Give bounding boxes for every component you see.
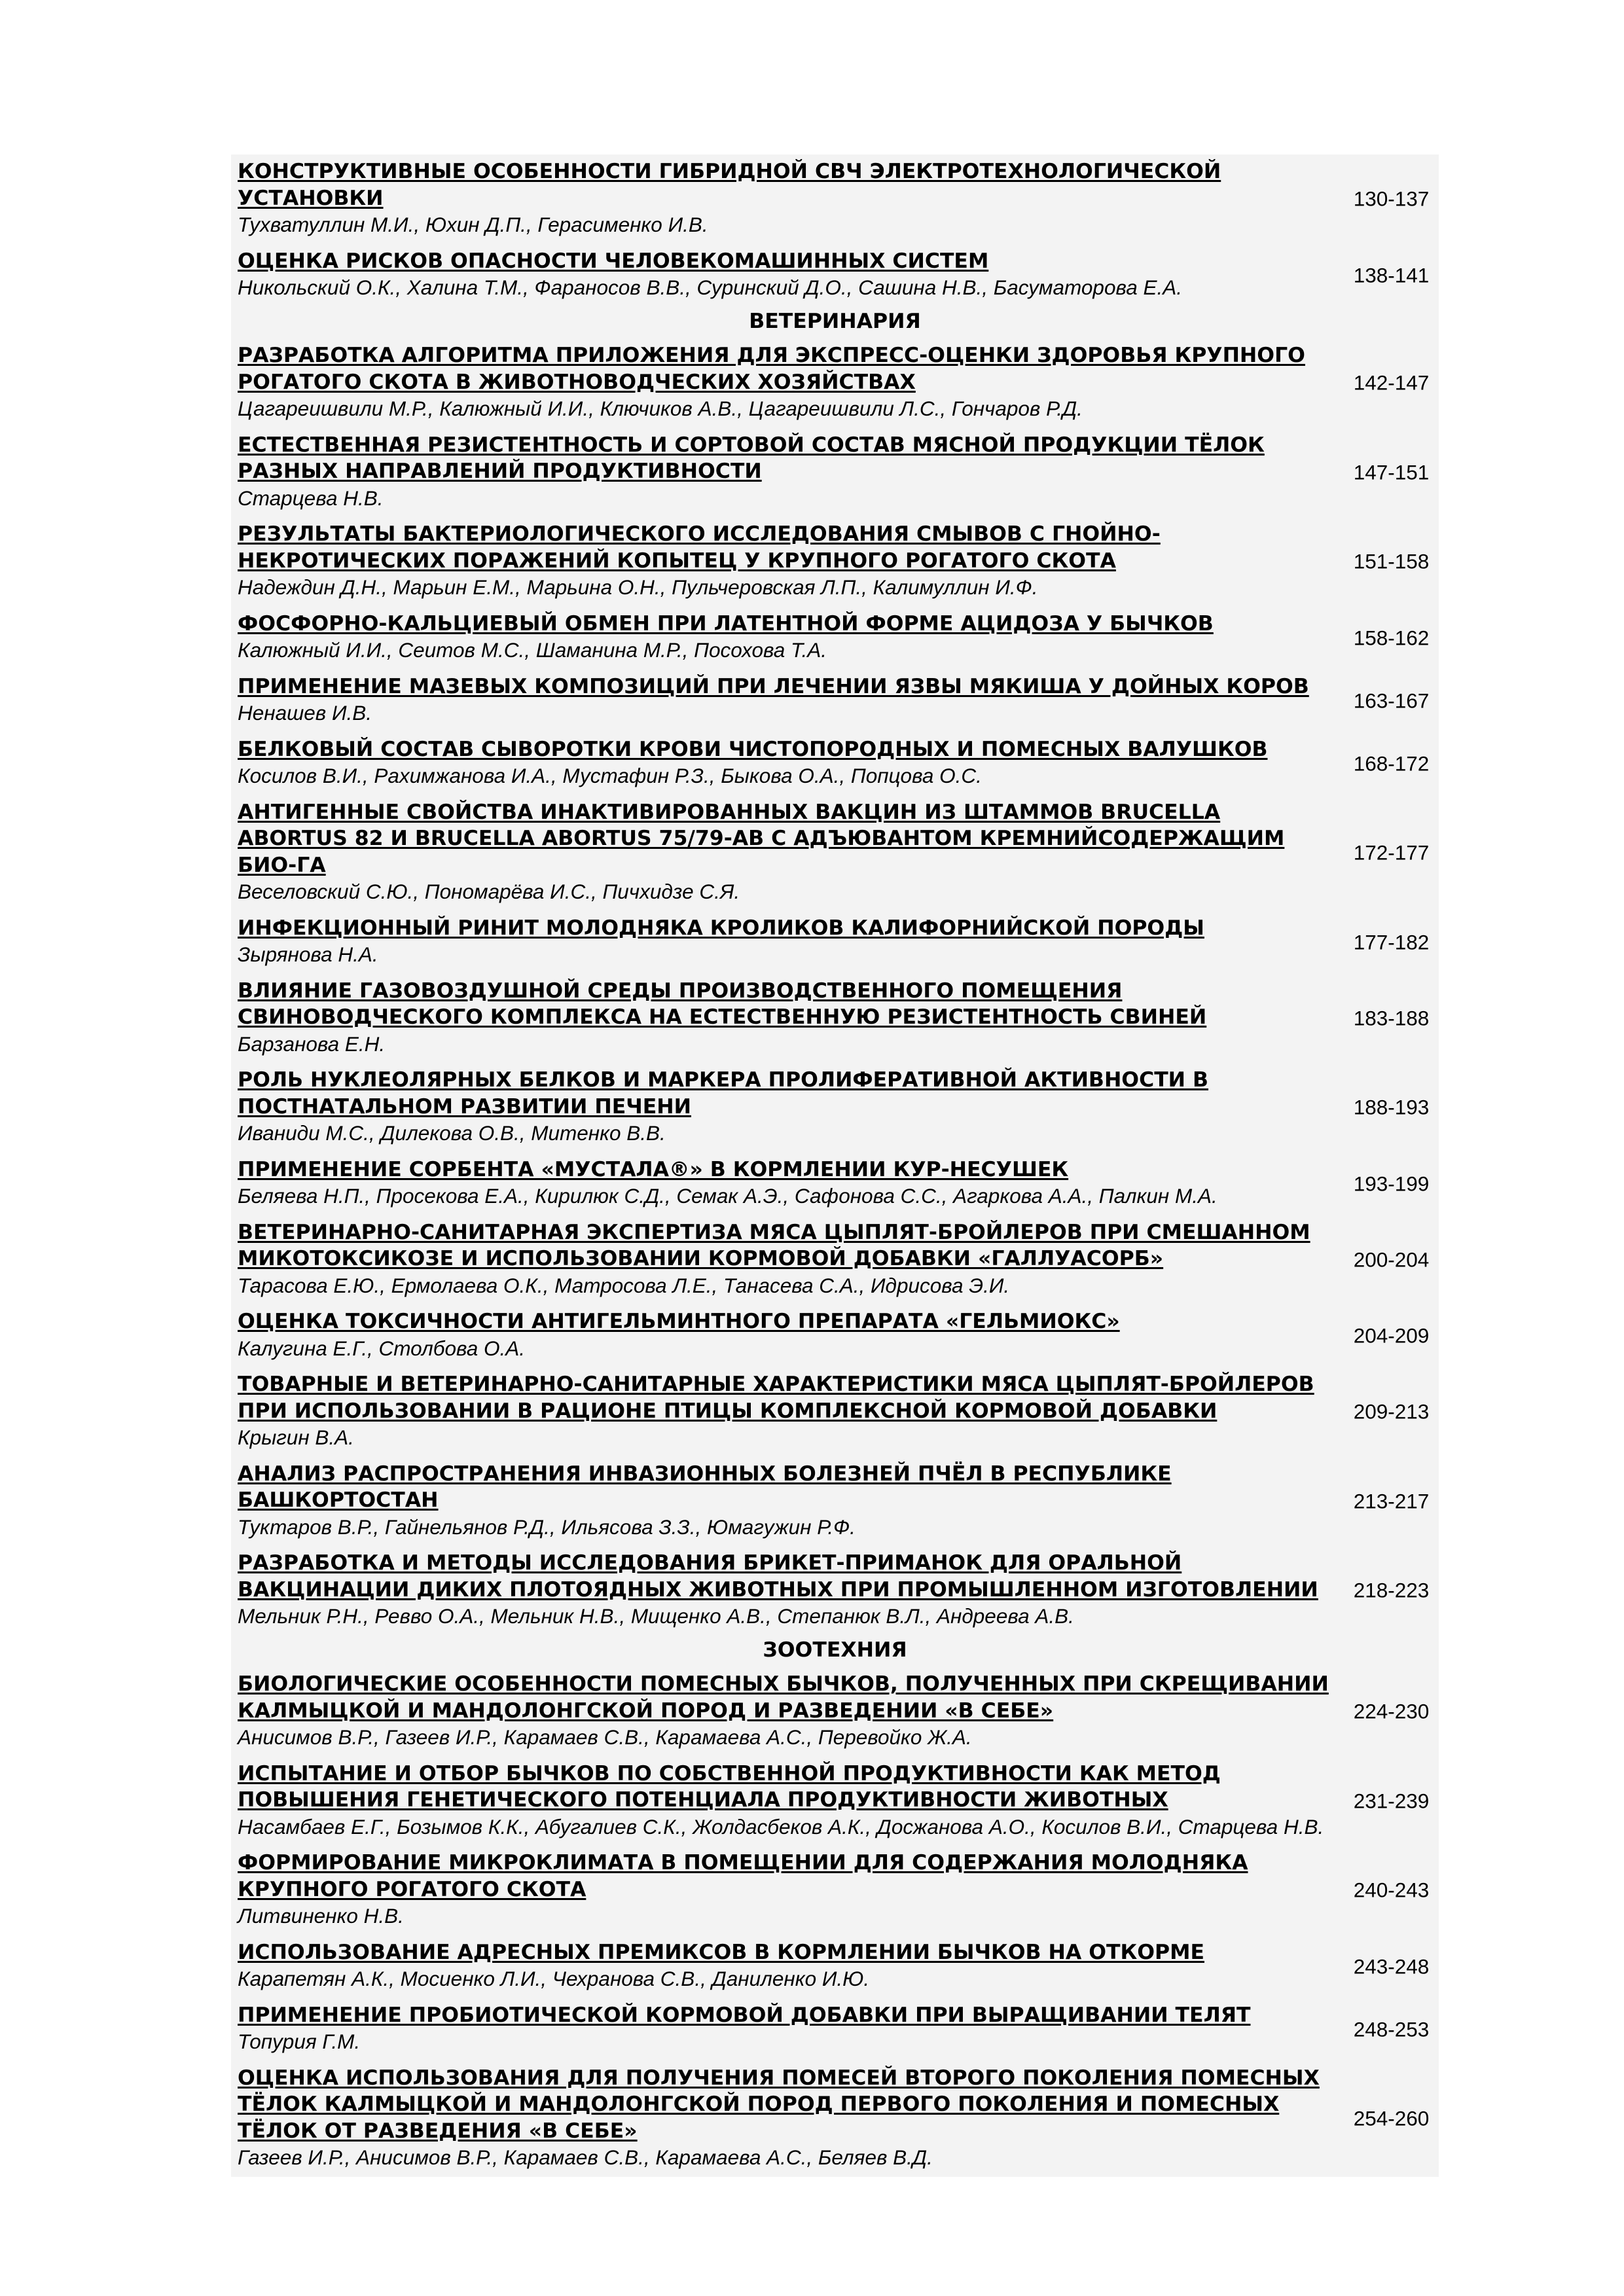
article-title-link[interactable]: ПРИМЕНЕНИЕ СОРБЕНТА «МУСТАЛА®» В КОРМЛЕНИИ КУР-НЕСУШЕК <box>238 1157 1069 1181</box>
article-title-link[interactable]: ЕСТЕСТВЕННАЯ РЕЗИСТЕНТНОСТЬ И СОРТОВОЙ СОСТАВ МЯСНОЙ ПРОДУКЦИИ ТЁЛОК РАЗНЫХ НАПРАВЛЕНИЙ ПРОДУКТИВНОСТИ <box>238 433 1265 483</box>
article-title-link[interactable]: РОЛЬ НУКЛЕОЛЯРНЫХ БЕЛКОВ И МАРКЕРА ПРОЛИФЕРАТИВНОЙ АКТИВНОСТИ В ПОСТНАТАЛЬНОМ РАЗВИТИИ ПЕЧЕНИ <box>238 1068 1209 1119</box>
article-title-link[interactable]: АНАЛИЗ РАСПРОСТРАНЕНИЯ ИНВАЗИОННЫХ БОЛЕЗНЕЙ ПЧЁЛ В РЕСПУБЛИКЕ БАШКОРТОСТАН <box>238 1462 1172 1512</box>
article-title-link[interactable]: ИСПЫТАНИЕ И ОТБОР БЫЧКОВ ПО СОБСТВЕННОЙ ПРОДУКТИВНОСТИ КАК МЕТОД ПОВЫШЕНИЯ ГЕНЕТИЧЕСКОГО ПОТЕНЦИАЛА ПРОДУКТИВНОСТИ ЖИВОТНЫХ <box>238 1761 1221 1812</box>
page-range: 224-230 <box>1353 1699 1430 1723</box>
toc-entry <box>231 1935 1439 1998</box>
article-title-link[interactable]: ПРИМЕНЕНИЕ МАЗЕВЫХ КОМПОЗИЦИЙ ПРИ ЛЕЧЕНИИ ЯЗВЫ МЯКИША У ДОЙНЫХ КОРОВ <box>238 674 1309 698</box>
article-title-link[interactable]: ФОСФОРНО-КАЛЬЦИЕВЫЙ ОБМЕН ПРИ ЛАТЕНТНОЙ ФОРМЕ АЦИДОЗА У БЫЧКОВ <box>238 611 1214 636</box>
article-authors: Газеев И.Р., Анисимов В.Р., Карамаев С.В., Карамаева А.С., Беляев В.Д. <box>238 2145 933 2169</box>
page-range: 231-239 <box>1353 1789 1430 1813</box>
toc-entry <box>231 1667 1439 1757</box>
article-authors: Косилов В.И., Рахимжанова И.А., Мустафин Р.З., Быкова О.А., Попцова О.С. <box>238 764 982 787</box>
toc-entry <box>231 338 1439 428</box>
article-title-link[interactable]: ОЦЕНКА РИСКОВ ОПАСНОСТИ ЧЕЛОВЕКОМАШИННЫХ СИСТЕМ <box>238 249 989 273</box>
page-range: 142-147 <box>1353 370 1430 395</box>
page-range: 151-158 <box>1353 549 1430 573</box>
article-title-link[interactable]: АНТИГЕННЫЕ СВОЙСТВА ИНАКТИВИРОВАННЫХ ВАКЦИН ИЗ ШТАММОВ BRUCELLA ABORTUS 82 И BRUCELLA ABORTUS 75/79-АВ С АДЪЮВАНТОМ КРЕМНИЙСОДЕРЖАЩИМ БИО-ГА <box>238 800 1285 877</box>
article-title-link[interactable]: ОЦЕНКА ИСПОЛЬЗОВАНИЯ ДЛЯ ПОЛУЧЕНИЯ ПОМЕСЕЙ ВТОРОГО ПОКОЛЕНИЯ ПОМЕСНЫХ ТЁЛОК КАЛМЫЦКОЙ И МАНДОЛОНГСКОЙ ПОРОД ПЕРВОГО ПОКОЛЕНИЯ И ПОМЕСНЫХ ТЁЛОК ОТ РАЗВЕДЕНИЯ «В СЕБЕ» <box>238 2066 1320 2143</box>
toc-entry <box>231 1546 1439 1636</box>
page-range: 172-177 <box>1353 840 1430 865</box>
article-authors: Иваниди М.С., Дилекова О.В., Митенко В.В. <box>238 1121 666 1145</box>
page-range: 183-188 <box>1353 1006 1430 1030</box>
article-authors: Мельник Р.Н., Ревво О.А., Мельник Н.В., Мищенко А.В., Степанюк В.Л., Андреева А.В. <box>238 1604 1074 1628</box>
page-range: 177-182 <box>1353 930 1430 954</box>
article-authors: Веселовский С.Ю., Пономарёва И.С., Пичхидзе С.Я. <box>238 880 740 903</box>
article-title-link[interactable]: БИОЛОГИЧЕСКИЕ ОСОБЕННОСТИ ПОМЕСНЫХ БЫЧКОВ, ПОЛУЧЕННЫХ ПРИ СКРЕЩИВАНИИ КАЛМЫЦКОЙ И МАНДОЛОНГСКОЙ ПОРОД И РАЗВЕДЕНИИ «В СЕБЕ» <box>238 1672 1329 1723</box>
page-range: 204-209 <box>1353 1323 1430 1348</box>
page-range: 168-172 <box>1353 751 1430 775</box>
page-range: 209-213 <box>1353 1399 1430 1424</box>
toc-entry <box>231 607 1439 670</box>
article-authors: Топурия Г.М. <box>238 2030 361 2053</box>
page-range: 248-253 <box>1353 2017 1430 2041</box>
toc-entry <box>231 154 1439 244</box>
section-heading: ЗООТЕХНИЯ <box>763 1638 907 1662</box>
toc-entry <box>231 1757 1439 1846</box>
article-authors: Цагареишвили М.Р., Калюжный И.И., Ключиков А.В., Цагареишвили Л.С., Гончаров Р.Д. <box>238 397 1083 420</box>
article-title-link[interactable]: ВЛИЯНИЕ ГАЗОВОЗДУШНОЙ СРЕДЫ ПРОИЗВОДСТВЕННОГО ПОМЕЩЕНИЯ СВИНОВОДЧЕСКОГО КОМПЛЕКСА НА ЕСТЕСТВЕННУЮ РЕЗИСТЕНТНОСТЬ СВИНЕЙ <box>238 978 1207 1029</box>
article-authors: Литвиненко Н.В. <box>238 1904 404 1928</box>
article-title-link[interactable]: ФОРМИРОВАНИЕ МИКРОКЛИМАТА В ПОМЕЩЕНИИ ДЛЯ СОДЕРЖАНИЯ МОЛОДНЯКА КРУПНОГО РОГАТОГО СКОТА <box>238 1851 1248 1901</box>
toc-entry <box>231 244 1439 307</box>
article-title-link[interactable]: ИСПОЛЬЗОВАНИЕ АДРЕСНЫХ ПРЕМИКСОВ В КОРМЛЕНИИ БЫЧКОВ НА ОТКОРМЕ <box>238 1940 1204 1964</box>
article-title-link[interactable]: ВЕТЕРИНАРНО-САНИТАРНАЯ ЭКСПЕРТИЗА МЯСА ЦЫПЛЯТ-БРОЙЛЕРОВ ПРИ СМЕШАННОМ МИКОТОКСИКОЗЕ И ИСПОЛЬЗОВАНИИ КОРМОВОЙ ДОБАВКИ «ГАЛЛУАСОРБ» <box>238 1220 1310 1270</box>
toc-entry <box>231 517 1439 607</box>
toc-entry <box>231 795 1439 911</box>
article-title-link[interactable]: РАЗРАБОТКА АЛГОРИТМА ПРИЛОЖЕНИЯ ДЛЯ ЭКСПРЕСС-ОЦЕНКИ ЗДОРОВЬЯ КРУПНОГО РОГАТОГО СКОТА В ЖИВОТНОВОДЧЕСКИХ ХОЗЯЙСТВАХ <box>238 344 1305 394</box>
article-authors: Зырянова Н.А. <box>238 942 378 966</box>
toc-entry <box>231 732 1439 795</box>
page-range: 240-243 <box>1353 1878 1430 1902</box>
toc-entry <box>231 1457 1439 1547</box>
page-range: 130-137 <box>1353 187 1430 211</box>
article-authors: Барзанова Е.Н. <box>238 1031 386 1056</box>
article-authors: Калугина Е.Г., Столбова О.А. <box>238 1336 526 1360</box>
article-authors: Старцева Н.В. <box>238 486 384 510</box>
article-authors: Тарасова Е.Ю., Ермолаева О.К., Матросова Л.Е., Танасева С.А., Идрисова Э.И. <box>238 1273 1010 1297</box>
article-title-link[interactable]: ОЦЕНКА ТОКСИЧНОСТИ АНТИГЕЛЬМИНТНОГО ПРЕПАРАТА «ГЕЛЬМИОКС» <box>238 1310 1120 1333</box>
article-authors: Анисимов В.Р., Газеев И.Р., Карамаев С.В., Карамаева А.С., Перевойко Ж.А. <box>238 1725 972 1749</box>
article-authors: Беляева Н.П., Просекова Е.А., Кирилюк С.Д., Семак А.Э., Сафонова С.С., Агаркова А.А., Палкин М.А. <box>238 1184 1218 1208</box>
page-range: 218-223 <box>1353 1578 1430 1602</box>
page-range: 254-260 <box>1353 2106 1430 2130</box>
article-title-link[interactable]: ТОВАРНЫЕ И ВЕТЕРИНАРНО-САНИТАРНЫЕ ХАРАКТЕРИСТИКИ МЯСА ЦЫПЛЯТ-БРОЙЛЕРОВ ПРИ ИСПОЛЬЗОВАНИИ В РАЦИОНЕ ПТИЦЫ КОМПЛЕКСНОЙ КОРМОВОЙ ДОБАВКИ <box>238 1372 1314 1423</box>
article-title-link[interactable]: РАЗРАБОТКА И МЕТОДЫ ИССЛЕДОВАНИЯ БРИКЕТ-ПРИМАНОК ДЛЯ ОРАЛЬНОЙ ВАКЦИНАЦИИ ДИКИХ ПЛОТОЯДНЫХ ЖИВОТНЫХ ПРИ ПРОМЫШЛЕННОМ ИЗГОТОВЛЕНИИ <box>238 1551 1318 1602</box>
toc-entry <box>231 1304 1439 1367</box>
page-range: 200-204 <box>1353 1247 1430 1272</box>
article-authors: Надеждин Д.Н., Марьин Е.М., Марьина О.Н., Пульчеровская Л.П., Калимуллин И.Ф. <box>238 575 1038 599</box>
article-authors: Никольский О.К., Халина Т.М., Фаранοсов В.В., Суринский Д.О., Сашина Н.В., Басуматорова Е.А. <box>238 276 1183 299</box>
toc-entry <box>231 2061 1439 2177</box>
toc-entry <box>231 670 1439 732</box>
article-title-link[interactable]: РЕЗУЛЬТАТЫ БАКТЕРИОЛОГИЧЕСКОГО ИССЛЕДОВАНИЯ СМЫВОВ С ГНОЙНО-НЕКРОТИЧЕСКИХ ПОРАЖЕНИЙ КОПЫТЕЦ У КРУПНОГО РОГАТОГО СКОТА <box>238 522 1161 573</box>
article-authors: Насамбаев Е.Г., Бозымов К.К., Абугалиев С.К., Жолдасбеков А.К., Досжанова А.О., Косилов В.И., Старцева Н.В. <box>238 1814 1324 1839</box>
section-heading: ВЕТЕРИНАРИЯ <box>749 309 921 333</box>
article-authors: Тухватуллин М.И., Юхин Д.П., Герасименко И.В. <box>238 213 708 236</box>
page-range: 213-217 <box>1353 1489 1430 1513</box>
toc-entry <box>231 428 1439 518</box>
article-title-link[interactable]: БЕЛКОВЫЙ СОСТАВ СЫВОРОТКИ КРОВИ ЧИСТОПОРОДНЫХ И ПОМЕСНЫХ ВАЛУШКОВ <box>238 737 1268 761</box>
toc-entry <box>231 1063 1439 1153</box>
toc-entry <box>231 1215 1439 1305</box>
article-authors: Карапетян А.К., Мосиенко Л.И., Чехранова С.В., Даниленко И.Ю. <box>238 1967 870 1990</box>
article-title-link[interactable]: КОНСТРУКТИВНЫЕ ОСОБЕННОСТИ ГИБРИДНОЙ СВЧ ЭЛЕКТРОТЕХНОЛОГИЧЕСКОЙ УСТАНОВКИ <box>238 160 1221 210</box>
toc-entry <box>231 1153 1439 1215</box>
article-title-link[interactable]: ИНФЕКЦИОННЫЙ РИНИТ МОЛОДНЯКА КРОЛИКОВ КАЛИФОРНИЙСКОЙ ПОРОДЫ <box>238 916 1204 940</box>
article-authors: Крыгин В.А. <box>238 1426 354 1449</box>
page-range: 163-167 <box>1353 689 1430 712</box>
page-range: 147-151 <box>1353 460 1430 484</box>
article-authors: Ненашев И.В. <box>238 701 372 725</box>
toc-entry <box>231 1998 1439 2061</box>
page-range: 188-193 <box>1353 1095 1430 1119</box>
table-of-contents <box>231 154 1439 2177</box>
toc-entry <box>231 1367 1439 1457</box>
article-authors: Туктаров В.Р., Гайнельянов Р.Д., Ильясова З.З., Юмагужин Р.Ф. <box>238 1515 856 1539</box>
page-range: 243-248 <box>1353 1954 1430 1978</box>
page-range: 193-199 <box>1353 1172 1430 1195</box>
toc-entry <box>231 974 1439 1064</box>
article-title-link[interactable]: ПРИМЕНЕНИЕ ПРОБИОТИЧЕСКОЙ КОРМОВОЙ ДОБАВКИ ПРИ ВЫРАЩИВАНИИ ТЕЛЯТ <box>238 2003 1251 2027</box>
article-authors: Калюжный И.И., Сеитов М.С., Шаманина М.Р., Посохова Т.А. <box>238 638 827 662</box>
toc-entry <box>231 1846 1439 1935</box>
page-range: 158-162 <box>1353 626 1430 649</box>
toc-entry <box>231 911 1439 974</box>
page-range: 138-141 <box>1353 263 1430 287</box>
